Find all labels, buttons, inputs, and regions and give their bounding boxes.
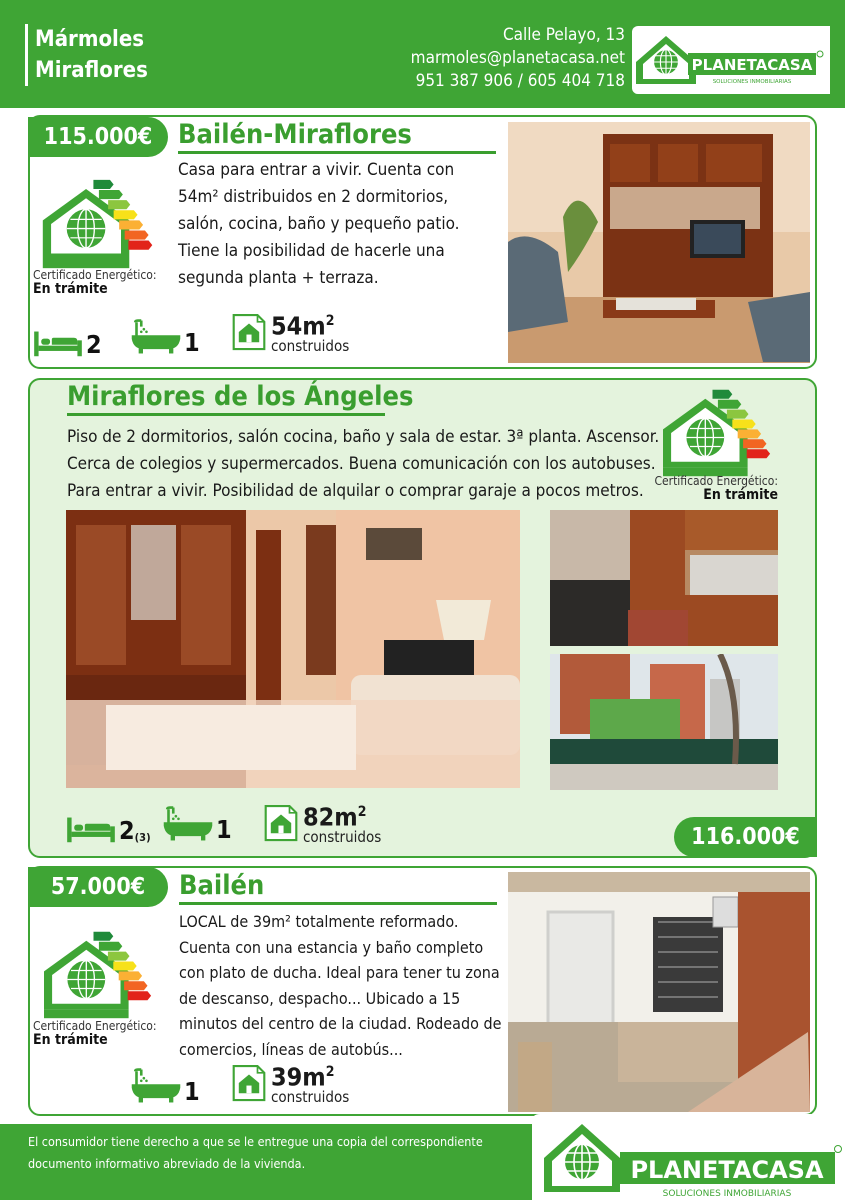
- desc-line: Cerca de colegios y supermercados. Buena comunicación con los autobuses.: [67, 454, 656, 474]
- bathrooms-count: 1: [184, 328, 200, 357]
- energy-certificate-icon: [33, 178, 163, 274]
- property-photo: [66, 510, 520, 788]
- area-label: construidos: [271, 1088, 350, 1107]
- office-name-line2: Miraflores: [35, 58, 148, 83]
- logo-top-text: PLANETACASA: [691, 56, 813, 74]
- cert-label: Certificado Energético:: [33, 1019, 157, 1033]
- planetacasa-logo: [530, 1112, 845, 1200]
- desc-line: Tiene la posibilidad de hacerle una: [178, 241, 445, 261]
- house-globe-icon: [632, 26, 830, 94]
- bedrooms-count: 2: [86, 330, 102, 359]
- address: Calle Pelayo, 13: [502, 25, 625, 45]
- bathrooms-feature: [130, 1067, 200, 1105]
- listing-title: Bailén-Miraflores: [178, 119, 496, 154]
- listing-description: [67, 424, 667, 505]
- disclaimer-line: El consumidor tiene derecho a que se le entregue una copia del correspondiente: [28, 1134, 483, 1149]
- logo-top-tagline: SOLUCIONES INMOBILIARIAS: [712, 79, 792, 85]
- listing-description: [179, 909, 509, 1062]
- desc-line: LOCAL de 39m² totalmente reformado.: [179, 912, 459, 931]
- desc-line: 54m² distribuidos en 2 dormitorios,: [178, 187, 449, 207]
- desc-line: Casa para entrar a vivir. Cuenta con: [178, 160, 455, 180]
- email: marmoles@planetacasa.net: [410, 48, 625, 68]
- area-value: $39m^2$: [271, 1062, 335, 1092]
- bathrooms-count: 1: [216, 815, 232, 844]
- contact-info: [411, 24, 625, 93]
- house-globe-icon: [530, 1112, 845, 1200]
- energy-certificate-icon: [33, 930, 163, 1024]
- cert-label: Certificado Energético:: [654, 474, 778, 488]
- bedrooms-feature: [33, 328, 102, 358]
- desc-line: comercios, líneas de autobús...: [179, 1039, 403, 1059]
- desc-line: Piso de 2 dormitorios, salón cocina, baño y sala de estar. 3ª planta. Ascensor.: [67, 427, 660, 447]
- bed-icon: [33, 328, 83, 358]
- logo-bottom-tagline: SOLUCIONES INMOBILIARIAS: [662, 1189, 792, 1199]
- planetacasa-logo: [632, 26, 830, 94]
- energy-certificate-icon: [653, 388, 781, 482]
- desc-line: salón, cocina, baño y pequeño patio.: [178, 214, 460, 234]
- bathrooms-feature: [130, 318, 200, 356]
- floorplan-icon: [232, 310, 266, 354]
- logo-bottom-text: PLANETACASA: [630, 1156, 824, 1184]
- area-feature: [232, 309, 349, 354]
- storefront-photo: [508, 872, 810, 1112]
- bathtub-icon: [162, 805, 214, 843]
- property-photo: [550, 654, 778, 790]
- disclaimer-line: documento informativo abreviado de la vivienda.: [28, 1156, 306, 1171]
- property-photo: [508, 872, 810, 1112]
- bathrooms-feature: [162, 805, 232, 843]
- property-photo: [508, 122, 810, 363]
- area-label: construidos: [271, 337, 350, 356]
- cert-status: En trámite: [703, 487, 778, 503]
- energy-certificate: [33, 1019, 157, 1047]
- bedrooms-extra: (3): [134, 831, 151, 844]
- energy-certificate: [654, 474, 778, 502]
- bathrooms-count: 1: [184, 1077, 200, 1106]
- bathtub-icon: [130, 1067, 182, 1105]
- desc-line: Cuenta con una estancia y baño completo: [179, 937, 484, 957]
- price-tag: 57.000€: [28, 867, 168, 907]
- cert-status: En trámite: [33, 1032, 108, 1048]
- living-room-photo: [66, 510, 520, 788]
- desc-line: Para entrar a vivir. Posibilidad de alquilar o comprar garaje a pocos metros.: [67, 481, 644, 501]
- area-feature: [264, 800, 381, 845]
- bedrooms-feature: [66, 814, 151, 844]
- bathtub-icon: [130, 318, 182, 356]
- area-label: construidos: [303, 828, 382, 847]
- office-name: [25, 24, 148, 86]
- listing-description: [178, 157, 508, 292]
- price-tag: 116.000€: [674, 817, 817, 857]
- cert-status: En trámite: [33, 281, 108, 297]
- office-name-line1: Mármoles: [35, 27, 145, 52]
- desc-line: de descanso, despacho... Ubicado a 15: [179, 988, 461, 1008]
- price-tag: 115.000€: [28, 117, 168, 157]
- listing-title: Miraflores de los Ángeles: [67, 381, 385, 416]
- street-photo: [550, 654, 778, 790]
- kitchen-photo: [550, 510, 778, 646]
- property-photo: [550, 510, 778, 646]
- area-feature: [232, 1060, 349, 1105]
- floorplan-icon: [232, 1061, 266, 1105]
- area-value: $54m^2$: [271, 311, 335, 341]
- bedrooms-count: 2: [119, 816, 135, 845]
- living-room-photo: [508, 122, 810, 363]
- desc-line: con plato de ducha. Ideal para tener tu zona: [179, 963, 500, 982]
- bed-icon: [66, 814, 116, 844]
- energy-certificate: [33, 268, 157, 296]
- listing-title: Bailén: [179, 870, 497, 905]
- floorplan-icon: [264, 801, 298, 845]
- desc-line: segunda planta + terraza.: [178, 268, 379, 288]
- area-value: $82m^2$: [303, 802, 367, 832]
- desc-line: minutos del centro de la ciudad. Rodeado de: [179, 1014, 502, 1033]
- cert-label: Certificado Energético:: [33, 268, 157, 282]
- footer-disclaimer: [28, 1131, 498, 1175]
- phones: 951 387 906 / 605 404 718: [415, 71, 625, 91]
